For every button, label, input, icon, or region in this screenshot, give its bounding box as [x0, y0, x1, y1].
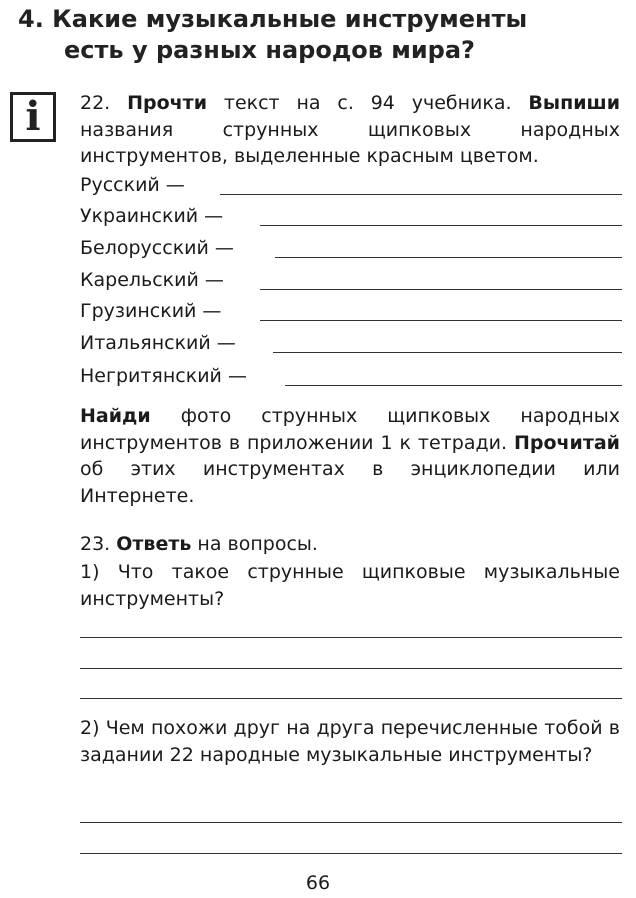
answer-row-ukrainian [80, 203, 622, 229]
answer-line-q1-1[interactable] [80, 637, 622, 638]
task-23-text: на вопросы. [197, 533, 318, 555]
answer-row-negro [80, 363, 622, 389]
task-23-instructions [80, 531, 620, 558]
row-label: Карельский — [80, 269, 224, 291]
row-label: Украинский — [80, 205, 224, 227]
write-out-keyword: Выпиши [528, 92, 621, 114]
answer-line-q1-2[interactable] [80, 668, 622, 669]
task-23-number: 23. [80, 533, 111, 555]
heading-line-1: 4. Какие музыкальные инструменты [18, 5, 528, 33]
task-22-text-2: названия струнных щипковых народных инструментов, выделенные красным цветом. [80, 118, 620, 167]
answer-line[interactable] [220, 194, 622, 195]
page-number: 66 [305, 872, 331, 894]
question-2: 2) Чем похожи друг на друга перечисленные тобой в задании 22 народные музыкальные инструменты? [80, 717, 620, 766]
task-22-number: 22. [80, 92, 111, 114]
answer-line[interactable] [260, 225, 622, 226]
answer-row-georgian [80, 298, 622, 324]
answer-row-russian [80, 172, 622, 198]
answer-line-q2-2[interactable] [80, 853, 622, 854]
answer-line-q1-3[interactable] [80, 698, 622, 699]
row-label: Негритянский — [80, 365, 247, 387]
find-text-2: об этих инструментах в энциклопедии или Интернете. [80, 458, 620, 507]
info-letter: i [25, 93, 41, 140]
row-label: Итальянский — [80, 332, 236, 354]
answer-line[interactable] [285, 385, 622, 386]
row-label: Белорусский — [80, 237, 234, 259]
find-text-1: фото струнных щипковых народных инструментов в приложении 1 к тетради. [80, 405, 620, 454]
info-icon [10, 92, 56, 142]
find-instructions [80, 403, 620, 509]
question-1: 1) Что такое струнные щипковые музыкальные инструменты? [80, 561, 620, 610]
row-label: Русский — [80, 174, 185, 196]
heading-line-2: есть у разных народов мира? [64, 36, 475, 64]
answer-line[interactable] [275, 257, 622, 258]
task-22-instructions [80, 90, 620, 170]
answer-line[interactable] [260, 289, 622, 290]
answer-line[interactable] [273, 352, 622, 353]
read-about-keyword: Прочитай [513, 431, 620, 454]
answer-line-q2-1[interactable] [80, 822, 622, 823]
answer-row-belarusian [80, 235, 622, 261]
answer-row-italian [80, 330, 622, 356]
find-keyword: Найди [80, 405, 151, 427]
answer-row-karelian [80, 267, 622, 293]
task-22-text-1: текст на с. 94 учебника. [223, 92, 512, 114]
section-heading [18, 4, 618, 66]
read-keyword: Прочти [127, 92, 208, 114]
answer-line[interactable] [260, 320, 622, 321]
answer-keyword: Ответь [116, 533, 192, 555]
row-label: Грузинский — [80, 300, 222, 322]
